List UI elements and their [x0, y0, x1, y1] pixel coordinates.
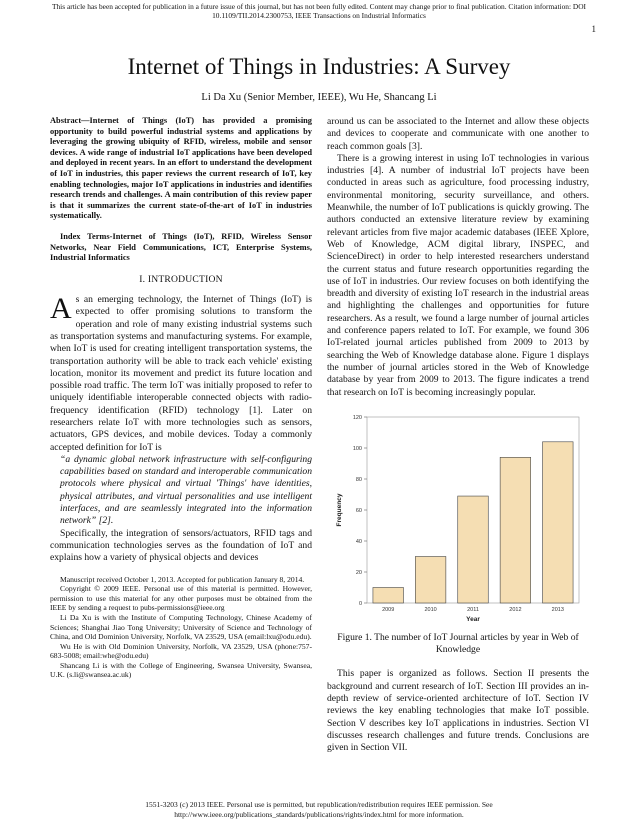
author-list: Li Da Xu (Senior Member, IEEE), Wu He, Shancang Li: [201, 92, 437, 103]
bar: [373, 587, 404, 603]
right-paragraph-1: around us can be associated to the Internet and allow these objects and devices to cooperate and communicate with one another to reach common goals [3].: [327, 116, 589, 152]
y-tick-label: 120: [352, 414, 362, 421]
footnote: Manuscript received October 1, 2013. Accepted for publication January 8, 2014.: [60, 574, 305, 584]
x-axis-title: Year: [466, 615, 480, 623]
footer: [0, 800, 638, 819]
bar: [415, 556, 446, 603]
x-tick-label: 2011: [467, 606, 479, 613]
right-column: [327, 116, 589, 755]
y-tick-label: 80: [355, 476, 362, 483]
y-tick-label: 60: [355, 507, 362, 514]
bar: [458, 496, 489, 603]
footnote: Copyright © 2009 IEEE. Personal use of this material is permitted. However, permission to use this material for any other purposes must be obtained from the IEEE by sending a request to pubs-permissions@ieee.org: [50, 584, 312, 613]
footnote: Wu He is with Old Dominion University, Norfolk, VA 23529, USA (phone:757-683-5008; email:whe@odu.edu): [50, 641, 312, 661]
intro-paragraph-1-text: s an emerging technology, the Internet of Things (IoT) is expected to offer promising solutions to transform the operation and role of many existing industrial systems such as transportation systems and manufacturing systems. For example, when IoT is used for creating intelligent transportation systems, the transportation authority will be able to track each vehicle' existing location, monitor its movement and predict its future location and possible road traffic. The term IoT was initially proposed to refer to uniquely identifiable interoperable connected objects with radio-frequency identification (RFID) technology [1]. Later on researchers relate IoT with more technologies such as sensors, actuators, GPS devices, and mobile devices. Today a commonly accepted definition for IoT is: [50, 294, 312, 453]
index-terms: Index Terms-Internet of Things (IoT), RFID, Wireless Sensor Networks, Near Field Communications, ICT, Enterprise Systems, Industrial Informatics: [50, 231, 312, 263]
bar: [500, 457, 531, 603]
abstract: Abstract—Internet of Things (IoT) has provided a promising opportunity to build powerful industrial systems and applications by leveraging the growing ubiquity of RFID, wireless, mobile and sensor devices. A wide range of industrial IoT applications have been developed and deployed in recent years. In an effort to understand the development of IoT in industries, this paper reviews the current research of IoT, key enabling technologies, major IoT applications in industries and identifies research trends and challenges. A main contribution of this review paper is that it summarizes the current state-of-the-art of IoT in industries systematically.: [50, 116, 312, 221]
footer-line-2: http://www.ieee.org/publications_standards/publications/rights/index.html for more information.: [174, 809, 464, 819]
x-tick-label: 2009: [382, 606, 395, 613]
x-tick-label: 2012: [509, 606, 522, 613]
footnotes: [50, 575, 312, 681]
y-tick-label: 20: [355, 569, 362, 576]
y-tick-label: 0: [358, 600, 362, 607]
y-tick-label: 40: [355, 538, 362, 545]
intro-paragraph-2: Specifically, the integration of sensors/actuators, RFID tags and communication technologies serves as the foundation of IoT and explains how a variety of physical objects and devices: [50, 527, 312, 564]
intro-paragraph-1: [50, 294, 312, 454]
paper-title: Internet of Things in Industries: A Survey: [127, 54, 511, 79]
x-tick-label: 2010: [424, 606, 437, 613]
bar-chart: [327, 405, 589, 630]
bar: [543, 442, 574, 603]
page-number: 1: [591, 24, 596, 34]
y-axis-title: Frequency: [336, 493, 343, 527]
footnote: Li Da Xu is with the Institute of Computing Technology, Chinese Academy of Sciences; Shanghai Jiao Tong University; University of Science and Technology of China, and Old Dominion University, Norfolk, VA 23529, USA (email:lxu@odu.edu).: [50, 612, 312, 642]
footnote: Shancang Li is with the College of Engineering, Swansea University, Swansea, U.K. (s.li@swansea.ac.uk): [50, 660, 312, 680]
drop-cap: A: [50, 292, 72, 326]
header-line-1: This article has been accepted for publication in a future issue of this journal, but has not been fully edited. Content may change prior to final publication. Citation information: DOI: [51, 2, 587, 11]
left-column: [50, 116, 312, 680]
figure-caption: Figure 1. The number of IoT Journal articles by year in Web of Knowledge: [337, 631, 579, 656]
header-line-2: 10.1109/TII.2014.2300753, IEEE Transactions on Industrial Informatics: [212, 11, 426, 20]
figure-1: [327, 405, 589, 630]
running-header: [0, 2, 638, 20]
footer-line-1: 1551-3203 (c) 2013 IEEE. Personal use is permitted, but republication/redistribution requires IEEE permission. See: [145, 800, 493, 809]
right-paragraph-3: This paper is organized as follows. Section II presents the background and current research of IoT. Section III provides an in-depth review of service-oriented architecture of IoT. Section IV reviews the key enabling technologies that make IoT possible. Section V describes key IoT applications in industries. Section VI discusses research challenges and future trends. Conclusions are given in Section VII.: [327, 668, 589, 754]
y-tick-label: 100: [352, 445, 362, 452]
definition-quote: “a dynamic global network infrastructure with self-configuring capabilities based on standard and interoperable communication protocols where physical and virtual 'Things' have identities, physical attributes, and virtual personalities and use intelligent interfaces, and are seamlessly integrated into the information network” [2].: [60, 453, 312, 527]
x-tick-label: 2013: [551, 606, 564, 613]
section-heading-introduction: I. INTRODUCTION: [139, 273, 223, 285]
right-paragraph-2: There is a growing interest in using IoT technologies in various industries [4]. A number of industrial IoT projects have been conducted in areas such as agriculture, food processing industry, environmental monitoring, security surveillance, and others. Meanwhile, the number of IoT publications is quickly growing. The authors conducted an extensive literature review by examining relevant articles from five major academic databases (IEEE Xplore, Web of Knowledge, ACM digital library, INSPEC, and ScienceDirect) in order to help interested researchers understand the current status and future research opportunities regarding the use of IoT in industries. Our review focuses on both identifying the breadth and diversity of existing IoT research in the industrial areas and highlighting the challenges and opportunities for future researchers. As a result, we found a large number of journal articles and conference papers related to IoT. For example, we found 306 IoT-related journal articles published from 2009 to 2013 by searching the Web of Knowledge database alone. Figure 1 displays the number of journal articles stored in the Web of Knowledge database by year from 2009 to 2013. The figure indicates a trend that research on IoT is becoming increasingly popular.: [327, 152, 589, 398]
